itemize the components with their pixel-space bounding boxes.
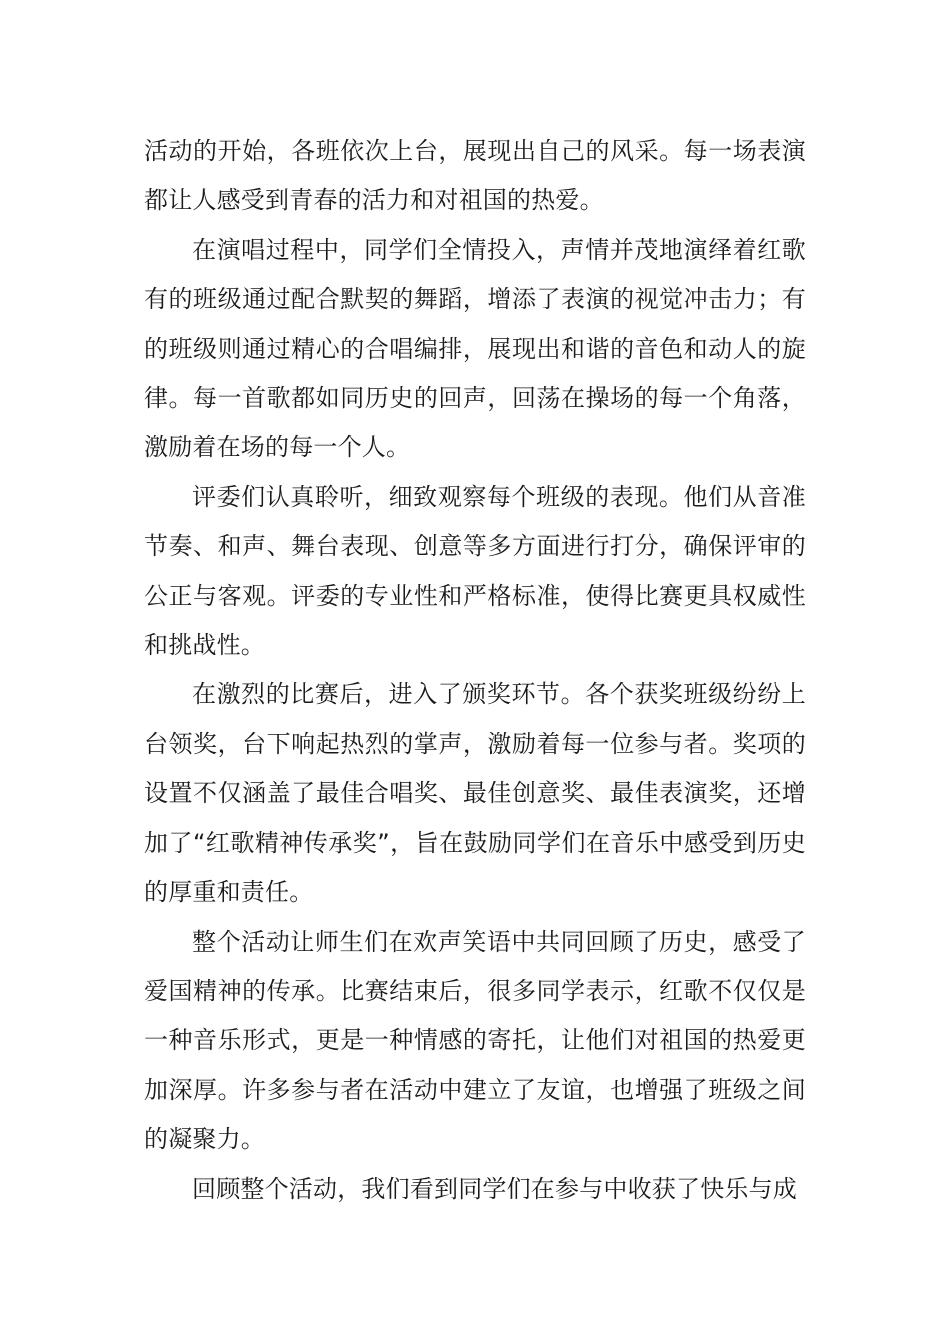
paragraph-3: 评委们认真聆听，细致观察每个班级的表现。他们从音准节奏、和声、舞台表现、创意等多方面进行打分，确保评审的公正与客观。评委的专业性和严格标准，使得比赛更具权威性和挑战性。	[144, 482, 806, 660]
paragraph-1: 活动的开始，各班依次上台，展现出自己的风采。每一场表演都让人感受到青春的活力和对祖国的热爱。	[144, 137, 806, 215]
paragraph-6: 回顾整个活动，我们看到同学们在参与中收获了快乐与成	[192, 1174, 797, 1203]
paragraph-5: 整个活动让师生们在欢声笑语中共同回顾了历史，感受了爱国精神的传承。比赛结束后，很多同学表示，红歌不仅仅是一种音乐形式，更是一种情感的寄托，让他们对祖国的热爱更加深厚。许多参与者在活动中建立了友谊，也增强了班级之间的凝聚力。	[144, 927, 806, 1154]
document-body	[144, 127, 806, 1214]
paragraph-4: 在激烈的比赛后，进入了颁奖环节。各个获奖班级纷纷上台领奖，台下响起热烈的掌声，激励着每一位参与者。奖项的设置不仅涵盖了最佳合唱奖、最佳创意奖、最佳表演奖，还增加了“红歌精神传承奖”，旨在鼓励同学们在音乐中感受到历史的厚重和责任。	[144, 680, 806, 907]
paragraph-2: 在演唱过程中，同学们全情投入，声情并茂地演绎着红歌有的班级通过配合默契的舞蹈，增添了表演的视觉冲击力；有的班级则通过精心的合唱编排，展现出和谐的音色和动人的旋律。每一首歌都如同历史的回声，回荡在操场的每一个角落，激励着在场的每一个人。	[144, 235, 806, 462]
